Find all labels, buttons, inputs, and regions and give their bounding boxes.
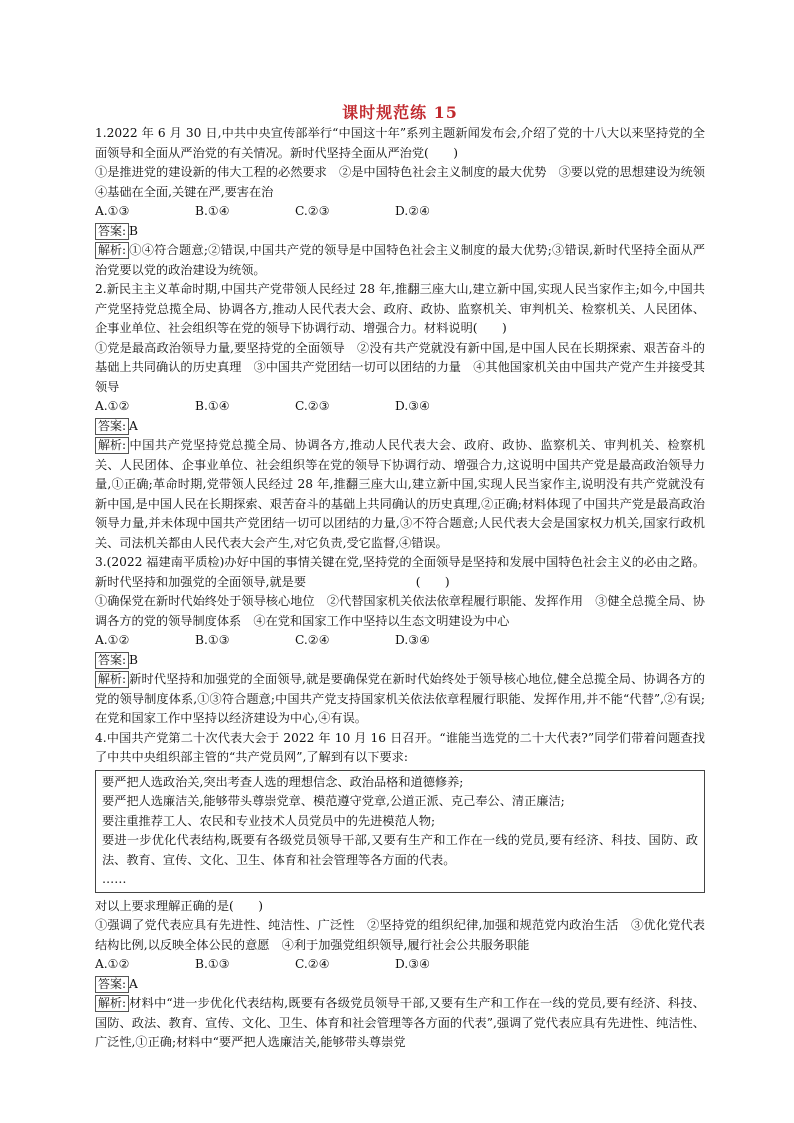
choice-c: C.②④ — [295, 957, 330, 971]
choice-b: B.①③ — [195, 633, 230, 647]
question-1-items: ①是推进党的建设新的伟大工程的必然要求 ②是中国特色社会主义制度的最大优势 ③要以党的思想建设为统领 ④基础在全面,关键在严,要害在治 — [95, 165, 718, 199]
choice-a: A.①② — [95, 957, 130, 971]
analysis-label: 解析: — [95, 242, 129, 259]
question-3 — [95, 553, 705, 729]
choice-a: A.①② — [95, 633, 130, 647]
requirement-line: 要进一步优化代表结构,既要有各级党员领导干部,又要有生产和工作在一线的党员,要有经济、科技、国防、政法、教育、宣传、文化、卫生、体育和社会管理等各方面的代表。 — [102, 833, 698, 867]
answer-value: B — [129, 223, 139, 238]
analysis-label: 解析: — [95, 995, 129, 1012]
question-1-analysis — [95, 241, 705, 280]
analysis-text: 新时代坚持和加强党的全面领导,就是要确保党在新时代始终处于领导核心地位,健全总揽全局、协调各方的党的领导制度体系,①③符合题意;中国共产党支持国家机关依法依章程履行职能、发挥作用,并不能“代替”,②有误;在党和国家工作中坚持以经济建设为中心,④有误。 — [95, 672, 705, 725]
analysis-text: ①④符合题意;②错误,中国共产党的领导是中国特色社会主义制度的最大优势;③错误,新时代坚持全面从严治党要以党的政治建设为统领。 — [95, 243, 705, 277]
question-4-choices — [95, 955, 705, 975]
question-2 — [95, 280, 705, 553]
requirement-line: 要严把人选廉洁关,能够带头尊崇党章、模范遵守党章,公道正派、克己奉公、清正廉洁; — [102, 794, 565, 808]
question-4-answer — [95, 975, 705, 995]
question-4-stem: 4.中国共产党第二十次代表大会于 2022 年 10 月 16 日召开。“谁能当选党的二十大代表?”同学们带着问题查找了中共中央组织部主管的“共产党员网”,了解到有以下要求: — [95, 730, 705, 764]
answer-label: 答案: — [95, 418, 129, 435]
question-2-analysis — [95, 436, 705, 553]
choice-c: C.②④ — [295, 633, 330, 647]
question-3-items: ①确保党在新时代始终处于领导核心地位 ②代替国家机关依法依章程履行职能、发挥作用 ③健全总揽全局、协调各方的党的领导制度体系 ④在党和国家工作中坚持以生态文明建设为中心 — [95, 594, 705, 628]
question-1-answer — [95, 222, 705, 242]
choice-b: B.①③ — [195, 957, 230, 971]
choice-d: D.③④ — [395, 633, 431, 647]
answer-label: 答案: — [95, 976, 129, 993]
analysis-text: 材料中“进一步优化代表结构,既要有各级党员领导干部,又要有生产和工作在一线的党员,要有经济、科技、国防、政法、教育、宣传、文化、卫生、体育和社会管理等各方面的代表”,强调了党代表应具有先进性、纯洁性、广泛性,①正确;材料中“要严把人选廉洁关,能够带头尊崇党 — [95, 996, 705, 1049]
analysis-text: 中国共产党坚持党总揽全局、协调各方,推动人民代表大会、政府、政协、监察机关、审判机关、检察机关、人民团体、企事业单位、社会组织等在党的领导下协调行动、增强合力,这说明中国共产党是最高政治领导力量,①正确;革命时期,党带领人民经过 28 年,推翻三座大山,建立新中国,实现人民当家作主,说明没有共产党就没有新中国,是中国人民在长期探索、艰苦奋斗的基础上共同确认的历史真理,②正确;材料体现了中国共产党是最高政治领导力量,并未体现中国共产党团结一切可以团结的力量,③不符合题意;人民代表大会是国家权力机关,国家行政机关、司法机关都由人民代表大会产生,对它负责,受它监督,④错误。 — [95, 438, 705, 550]
question-3-answer — [95, 651, 705, 671]
question-4 — [95, 729, 705, 1053]
question-1 — [95, 124, 718, 280]
choice-d: D.③④ — [395, 957, 431, 971]
question-2-choices — [95, 397, 705, 417]
requirement-line: …… — [102, 872, 127, 886]
question-4-question: 对以上要求理解正确的是( ) — [95, 898, 263, 913]
requirement-line: 要严把人选政治关,突出考查人选的理想信念、政治品格和道德修养; — [102, 774, 464, 789]
question-1-choices — [95, 202, 705, 222]
analysis-label: 解析: — [95, 671, 129, 688]
analysis-label: 解析: — [95, 437, 129, 454]
answer-value: B — [129, 652, 139, 667]
choice-a: A.①② — [95, 399, 130, 413]
question-3-analysis — [95, 670, 705, 729]
answer-label: 答案: — [95, 652, 129, 669]
question-1-stem: 1.2022 年 6 月 30 日,中共中央宣传部举行“中国这十年”系列主题新闻发布会,介绍了党的十八大以来坚持党的全面领导和全面从严治党的有关情况。新时代坚持全面从严治党( ) — [95, 126, 705, 160]
choice-d: D.②④ — [395, 204, 431, 218]
choice-b: B.①④ — [195, 399, 230, 413]
requirements-box — [95, 770, 705, 893]
choice-b: B.①④ — [195, 204, 230, 218]
question-3-choices — [95, 631, 705, 651]
answer-value: A — [129, 418, 138, 433]
document-page — [95, 100, 718, 1053]
choice-c: C.②③ — [295, 399, 330, 413]
question-2-answer — [95, 417, 705, 437]
answer-label: 答案: — [95, 223, 129, 240]
question-2-items: ①党是最高政治领导力量,要坚持党的全面领导 ②没有共产党就没有新中国,是中国人民在长期探索、艰苦奋斗的基础上共同确认的历史真理 ③中国共产党团结一切可以团结的力量 ④其他国家机关由中国共产党产生并接受其领导 — [95, 340, 705, 394]
choice-c: C.②③ — [295, 204, 330, 218]
choice-a: A.①③ — [95, 204, 130, 218]
page-title: 课时规范练 15 — [342, 103, 458, 122]
question-2-stem: 2.新民主主义革命时期,中国共产党带领人民经过 28 年,推翻三座大山,建立新中国,实现人民当家作主;如今,中国共产党坚持党总揽全局、协调各方,推动人民代表大会、政府、政协、监察机关、审判机关、检察机关、人民团体、企事业单位、社会组织等在党的领导下协调行动、增强合力。材料说明( ) — [95, 282, 705, 335]
answer-value: A — [129, 976, 138, 991]
question-3-stem: 3.(2022 福建南平质检)办好中国的事情关键在党,坚持党的全面领导是坚持和发展中国特色社会主义的必由之路。新时代坚持和加强党的全面领导,就是要 ( ) — [95, 555, 705, 589]
question-4-analysis — [95, 994, 705, 1053]
choice-d: D.③④ — [395, 399, 431, 413]
requirement-line: 要注重推荐工人、农民和专业技术人员党员中的先进模范人物; — [102, 813, 436, 828]
question-4-items: ①强调了党代表应具有先进性、纯洁性、广泛性 ②坚持党的组织纪律,加强和规范党内政治生活 ③优化党代表结构比例,以反映全体公民的意愿 ④利于加强党组织领导,履行社会公共服务职能 — [95, 918, 705, 952]
